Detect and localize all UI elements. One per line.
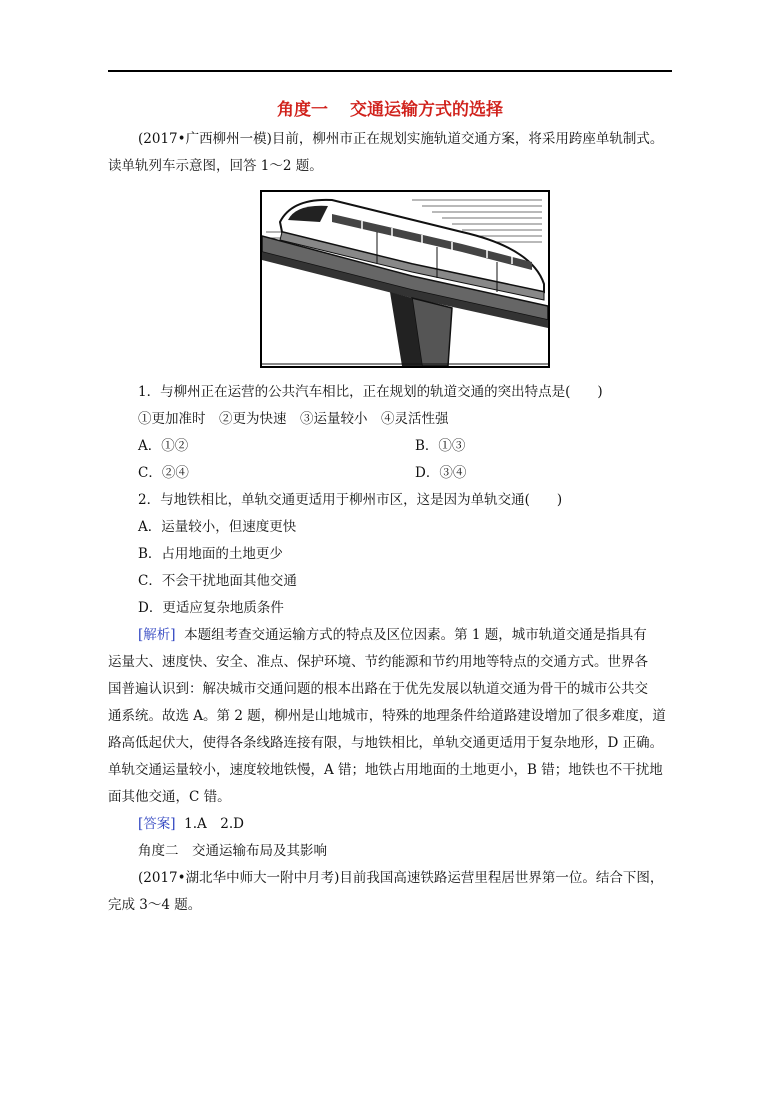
section2-line1: (2017•湖北华中师大一附中月考)目前我国高速铁路运营里程居世界第一位。结合下图， [138,870,664,886]
q1-items: ①更加准时 ②更为快速 ③运量较小 ④灵活性强 [138,411,449,427]
q1-option-b: B．①③ [415,438,466,454]
analysis-first-line [138,625,647,645]
analysis-line7: 面其他交通，C 错。 [108,789,231,805]
analysis-line5: 路高低起伏大，使得各条线路连接有限，与地铁相比，单轨交通更适用于复杂地形，D 正确。 [108,735,664,751]
section2-line2: 完成 3～4 题。 [108,897,202,913]
analysis-line1: 本题组考查交通运输方式的特点及区位因素。第 1 题，城市轨道交通是指具有 [184,627,647,643]
title-part1: 角度一 [277,100,328,120]
analysis-tag: [解析] [138,627,176,643]
q2-option-c: C．不会干扰地面其他交通 [138,573,297,589]
answer-line [138,814,244,834]
analysis-line2: 运量大、速度快、安全、准点、保护环境、节约能源和节约用地等特点的交通方式。世界各 [108,654,648,670]
intro-line1: (2017•广西柳州一模)目前，柳州市正在规划实施轨道交通方案，将采用跨座单轨制式。 [138,131,664,147]
header-rule [108,70,672,72]
q1-option-d: D．③④ [415,465,467,481]
q1-option-c: C．②④ [138,465,189,481]
q2-stem: 2．与地铁相比，单轨交通更适用于柳州市区，这是因为单轨交通( ) [138,492,563,508]
title-part2: 交通运输方式的选择 [350,100,503,120]
answer-text: 1.A 2.D [184,816,244,832]
analysis-line6: 单轨交通运量较小，速度较地铁慢，A 错；地铁占用地面的土地更小，B 错；地铁也不干扰地 [108,762,663,778]
analysis-line4: 通系统。故选 A。第 2 题，柳州是山地城市，特殊的地理条件给道路建设增加了很多难度，道 [108,708,666,724]
monorail-illustration [262,192,548,366]
section2-heading: 角度二 交通运输布局及其影响 [138,843,327,859]
analysis-line3: 国普遍认识到：解决城市交通问题的根本出路在于优先发展以轨道交通为骨干的城市公共交 [108,681,648,697]
q1-option-a: A．①② [138,438,189,454]
monorail-figure [260,190,550,368]
q2-option-d: D．更适应复杂地质条件 [138,600,284,616]
intro-line2: 读单轨列车示意图，回答 1～2 题。 [108,158,323,174]
q2-option-b: B．占用地面的土地更少 [138,546,283,562]
answer-tag: [答案] [138,816,176,832]
section-title [0,95,780,120]
q1-stem: 1．与柳州正在运营的公共汽车相比，正在规划的轨道交通的突出特点是( ) [138,384,603,400]
q2-option-a: A．运量较小，但速度更快 [138,519,297,535]
